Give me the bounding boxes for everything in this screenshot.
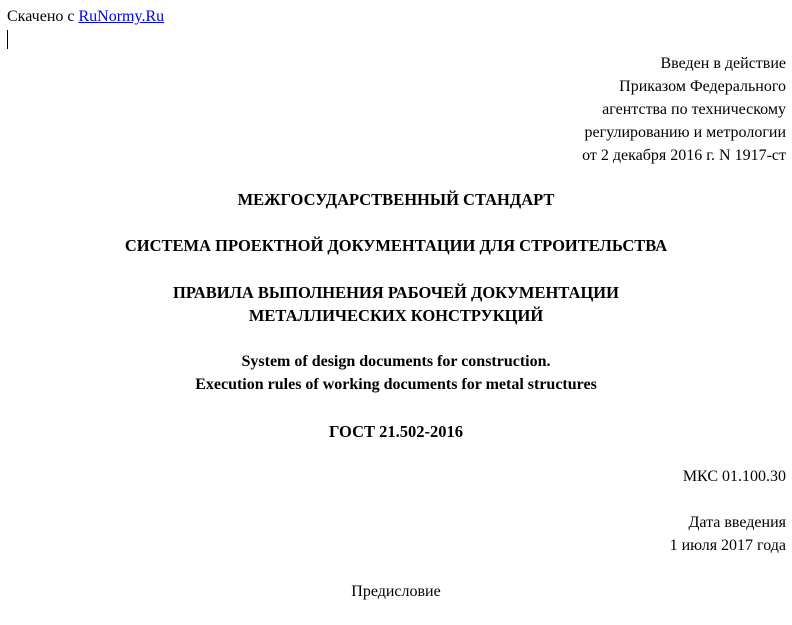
rules-title-line-2: МЕТАЛЛИЧЕСКИХ КОНСТРУКЦИЙ [248,306,544,325]
introduction-date-label: Дата введения [688,514,786,531]
text-cursor [7,30,8,49]
gost-number: ГОСТ 21.502-2016 [328,422,464,441]
english-title-line-2: Execution rules of working documents for metal structures [195,376,597,393]
source-link[interactable]: RuNormy.Ru [78,8,165,25]
enactment-line: регулированию и метрологии [584,124,786,141]
system-title: СИСТЕМА ПРОЕКТНОЙ ДОКУМЕНТАЦИИ ДЛЯ СТРОИТЕЛЬСТВА [124,236,668,255]
english-title-line-1: System of design documents for construction. [241,353,551,370]
enactment-line: Приказом Федерального [619,78,786,95]
rules-title-line-1: ПРАВИЛА ВЫПОЛНЕНИЯ РАБОЧЕЙ ДОКУМЕНТАЦИИ [173,283,619,302]
introduction-date-value: 1 июля 2017 года [669,537,786,554]
interstate-standard-title: МЕЖГОСУДАРСТВЕННЫЙ СТАНДАРТ [237,190,555,209]
enactment-line: агентства по техническому [602,101,786,118]
enactment-line: от 2 декабря 2016 г. N 1917-ст [582,147,786,164]
mks-code: МКС 01.100.30 [682,468,786,485]
enactment-block [582,52,786,167]
enactment-line: Введен в действие [660,55,786,72]
foreword-heading: Предисловие [351,583,441,600]
source-prefix: Скачено с [7,8,79,25]
source-line [7,7,164,26]
